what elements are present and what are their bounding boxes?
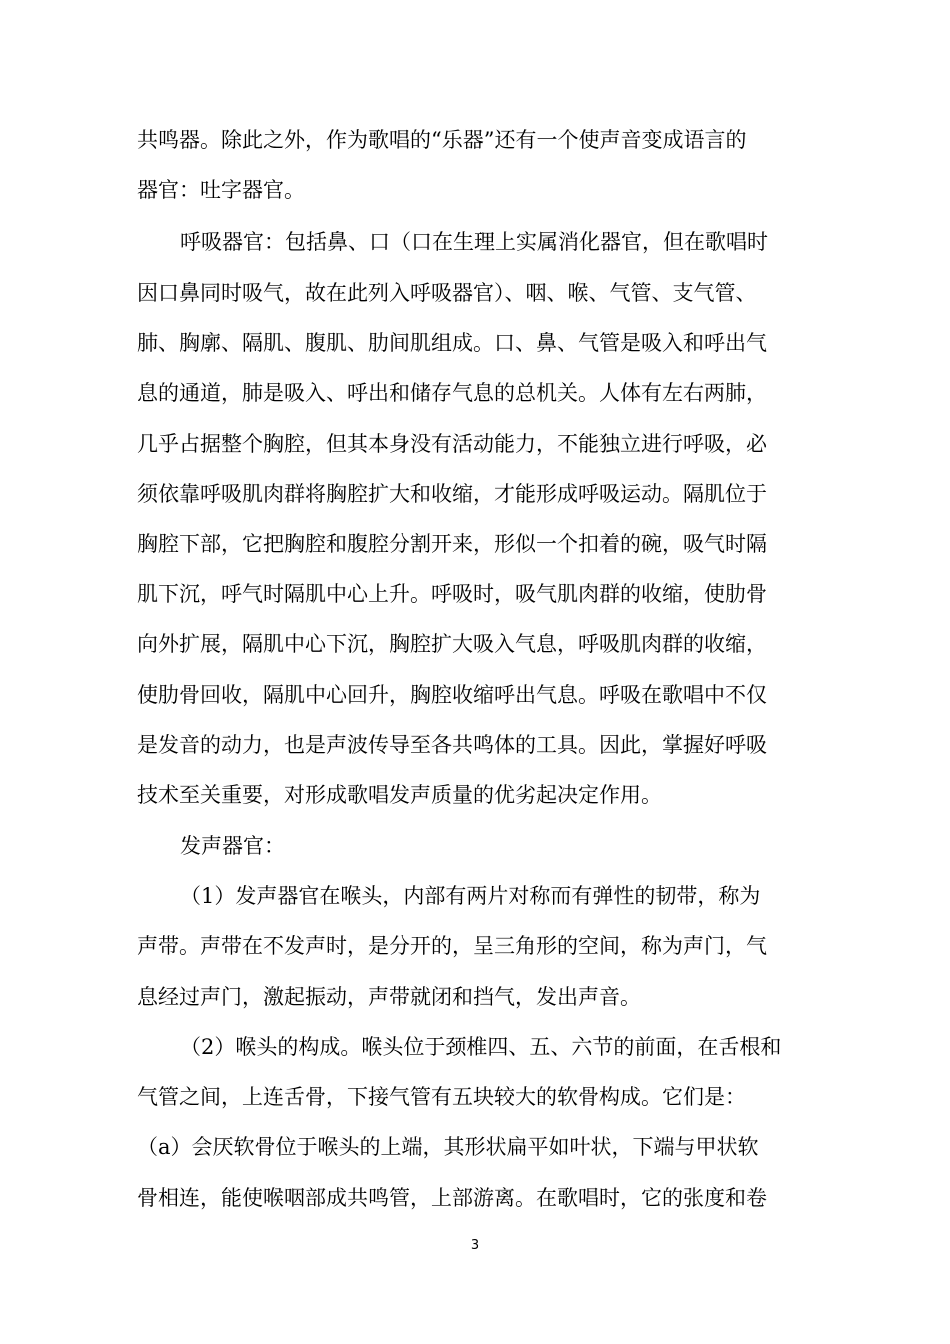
text-line: 技术至关重要，对形成歌唱发声质量的优劣起决定作用。 [137, 783, 662, 807]
text-line: 几乎占据整个胸腔，但其本身没有活动能力，不能独立进行呼吸，必 [137, 432, 767, 456]
text-line: 发声器官： [180, 834, 285, 858]
text-line: 肌下沉，呼气时隔肌中心上升。呼吸时，吸气肌肉群的收缩，使肋骨 [137, 582, 767, 606]
text-line: 器官：吐字器官。 [137, 178, 305, 202]
text-line: 息经过声门，激起振动，声带就闭和挡气，发出声音。 [137, 985, 641, 1009]
text-line: 因口鼻同时吸气，故在此列入呼吸器官）、咽、喉、气管、支气管、 [137, 281, 757, 305]
text-line: （a）会厌软骨位于喉头的上端，其形状扁平如叶状，下端与甲状软 [137, 1135, 759, 1159]
text-line: （1）发声器官在喉头，内部有两片对称而有弹性的韧带，称为 [180, 884, 761, 908]
text-line: 使肋骨回收，隔肌中心回升，胸腔收缩呼出气息。呼吸在歌唱中不仅 [137, 683, 767, 707]
page-number: 3 [470, 1238, 480, 1253]
text-line: 胸腔下部，它把胸腔和腹腔分割开来，形似一个扣着的碗，吸气时隔 [137, 532, 767, 556]
text-line: 共鸣器。除此之外，作为歌唱的“乐器”还有一个使声音变成语言的 [137, 128, 747, 152]
text-line: 息的通道，肺是吸入、呼出和储存气息的总机关。人体有左右两肺， [137, 381, 767, 405]
text-line: 骨相连，能使喉咽部成共鸣管，上部游离。在歌唱时，它的张度和卷 [137, 1186, 767, 1210]
text-line: 须依靠呼吸肌肉群将胸腔扩大和收缩，才能形成呼吸运动。隔肌位于 [137, 482, 767, 506]
text-line: 向外扩展，隔肌中心下沉，胸腔扩大吸入气息，呼吸肌肉群的收缩， [137, 632, 767, 656]
text-line: 是发音的动力，也是声波传导至各共鸣体的工具。因此，掌握好呼吸 [137, 733, 767, 757]
text-line: 肺、胸廓、隔肌、腹肌、肋间肌组成。口、鼻、气管是吸入和呼出气 [137, 331, 767, 355]
text-line: 呼吸器官：包括鼻、口（口在生理上实属消化器官，但在歌唱时 [180, 230, 768, 254]
text-line: 气管之间，上连舌骨，下接气管有五块较大的软骨构成。它们是： [137, 1085, 746, 1109]
text-line: 声带。声带在不发声时，是分开的，呈三角形的空间，称为声门，气 [137, 934, 767, 958]
text-line: （2）喉头的构成。喉头位于颈椎四、五、六节的前面，在舌根和 [180, 1035, 782, 1059]
